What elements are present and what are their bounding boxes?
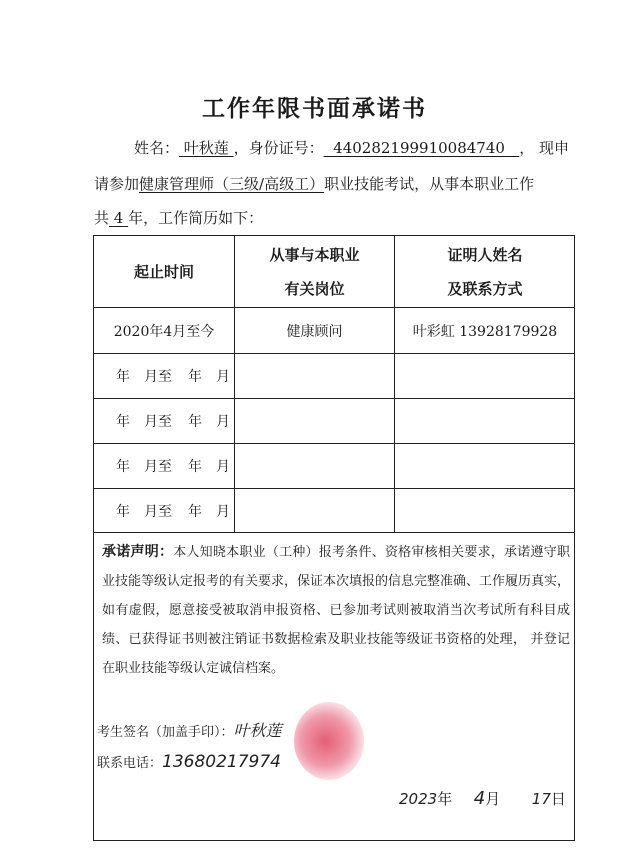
year-unit: 年 xyxy=(188,503,202,520)
month-to-unit: 月至 xyxy=(144,369,172,385)
intro-line-1 xyxy=(134,138,574,158)
header-witness xyxy=(395,236,575,307)
date-day-unit: 日 xyxy=(550,790,566,808)
year-unit: 年 xyxy=(116,369,130,385)
row1-position: 健康顾问 xyxy=(286,323,343,340)
signature-row xyxy=(97,718,282,741)
month-to-unit: 月至 xyxy=(144,503,172,520)
header-witness-line2: 及联系方式 xyxy=(447,279,523,298)
intro-line2-tail: 职业技能考试，从事本职业工作 xyxy=(324,175,535,193)
month-unit: 月 xyxy=(216,369,230,385)
month-unit: 月 xyxy=(216,503,230,520)
phone-row xyxy=(97,752,281,772)
year-unit: 年 xyxy=(188,414,202,430)
intro-line-3 xyxy=(94,208,574,228)
row1-witness: 叶彩虹 13928179928 xyxy=(412,323,558,340)
phone-label: 联系电话： xyxy=(97,756,163,771)
years-tail: 年，工作简历如下： xyxy=(128,209,264,227)
date-year: 2023 xyxy=(399,790,438,808)
year-unit: 年 xyxy=(116,503,130,520)
work-history-form xyxy=(93,235,575,841)
date-month: 4 xyxy=(473,788,486,809)
row4-period xyxy=(94,444,234,488)
year-unit: 年 xyxy=(188,369,202,385)
phone-value: 13680217974 xyxy=(162,752,281,772)
apply-label: 请参加 xyxy=(94,175,140,193)
intro-line-2 xyxy=(94,174,574,194)
signature-value: 叶秋莲 xyxy=(233,721,282,740)
row5-period xyxy=(94,489,234,532)
header-period: 起止时间 xyxy=(133,262,194,281)
row2-period xyxy=(94,354,234,398)
fingerprint-stamp xyxy=(294,702,364,780)
name-value: 叶秋莲 xyxy=(183,139,229,157)
years-prefix: 共 xyxy=(94,209,110,227)
month-unit: 月 xyxy=(216,459,230,475)
declaration-heading: 承诺声明： xyxy=(102,544,174,560)
header-position-line1: 从事与本职业 xyxy=(269,245,360,264)
declaration-text xyxy=(102,538,570,683)
year-unit: 年 xyxy=(116,414,130,430)
header-position xyxy=(235,236,394,307)
row-divider xyxy=(94,532,574,533)
date-year-unit: 年 xyxy=(437,790,453,808)
header-witness-line1: 证明人姓名 xyxy=(447,245,523,264)
intro-line1-tail: ， 现申 xyxy=(519,139,570,157)
years-value: 4 xyxy=(113,209,124,227)
row1-period: 2020年4月至今 xyxy=(113,323,215,340)
declaration-body: 本人知晓本职业（工种）报考条件、资格审核相关要求，承诺遵守职业技能等级认定报考的有关要求，保证本次填报的信息完整准确、工作履历真实，如有虚假，愿意接受被取消申报资格、已参加考试则被取消当次考试所有科目成绩、已获得证书则被注销证书数据检索及职业技能等级证书资格的处理， 并登记在职业技能等级认定诚信档案。 xyxy=(102,545,571,676)
occupation-value: 健康管理师（三级/高级工） xyxy=(139,175,325,193)
row3-period xyxy=(94,399,234,443)
date-day: 17 xyxy=(531,790,551,808)
document-title: 工作年限书面承诺书 xyxy=(202,96,427,122)
sign-date xyxy=(399,788,566,809)
name-label: 姓名： xyxy=(134,139,180,157)
date-month-unit: 月 xyxy=(485,790,501,808)
month-to-unit: 月至 xyxy=(144,459,172,475)
month-unit: 月 xyxy=(216,414,230,430)
month-to-unit: 月至 xyxy=(144,414,172,430)
year-unit: 年 xyxy=(116,459,130,475)
header-position-line2: 有关岗位 xyxy=(284,279,345,298)
signature-label: 考生签名（加盖手印）： xyxy=(97,725,234,740)
id-label: ，身份证号： xyxy=(233,139,324,157)
id-number-value: 440282199910084740 xyxy=(333,139,505,157)
year-unit: 年 xyxy=(188,459,202,475)
